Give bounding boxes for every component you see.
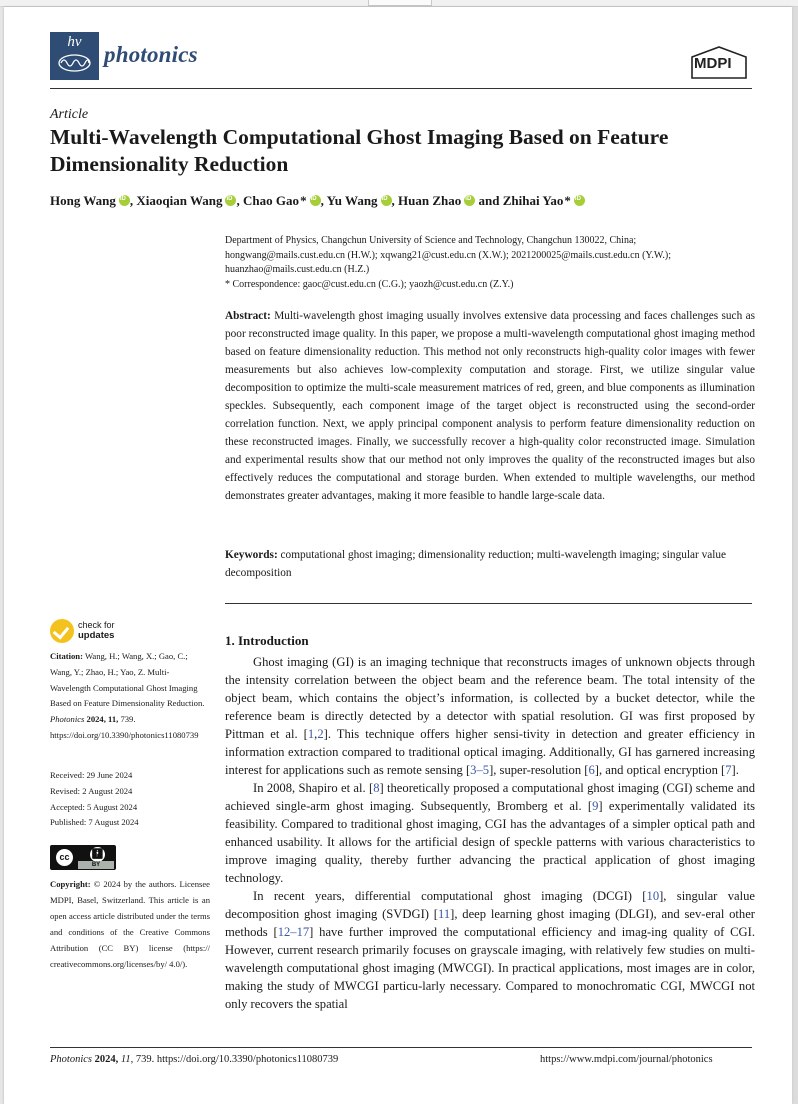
dates-block — [50, 768, 210, 831]
ref-link[interactable]: 8 — [373, 781, 380, 795]
header-rule — [50, 88, 752, 89]
author-name[interactable]: Yu Wang — [326, 193, 378, 208]
ref-link[interactable]: 3–5 — [470, 763, 490, 777]
person-icon: 🚹︎ — [91, 849, 104, 860]
intro-paragraph-1: Ghost imaging (GI) is an imaging technique that reconstructs images of unknown objects through the intensity correlation between the object beam and the reference beam. The total intensity of the object beam, which contains the object’s information, is collected by a bucket detector, while the reference beam is directly detected by a detector with spatial resolution. GI was first proposed by Pittman et al. [1,2]. This technique offers higher sensi-tivity in detection and greater efficiency in information extraction compared to traditional optical imaging. Additionally, GI has garnered increasing interest for applications such as remote sensing [3–5], super-resolution [6], and optical encryption [7]. — [225, 655, 755, 777]
orcid-icon[interactable] — [381, 195, 392, 206]
keywords-text: computational ghost imaging; dimensionality reduction; multi-wavelength imaging; singular value decomposition — [225, 549, 727, 579]
affiliation-line: hongwang@mails.cust.edu.cn (H.W.); xqwang21@cust.edu.cn (X.W.); 2021200025@mails.cust.edu.cn (Y.W.); — [225, 249, 671, 261]
date-revised: Revised: 2 August 2024 — [50, 785, 133, 796]
by-label: BY — [78, 861, 114, 869]
citation-year-vol: 2024, 11, — [86, 714, 119, 725]
footer-journal-url[interactable]: https://www.mdpi.com/journal/photonics — [540, 1054, 713, 1065]
footer-rule — [50, 1047, 752, 1048]
ref-link[interactable]: 1 — [307, 727, 315, 741]
abstract-label: Abstract: — [225, 310, 271, 322]
ref-link[interactable]: 12–17 — [277, 925, 310, 939]
date-accepted: Accepted: 5 August 2024 — [50, 801, 138, 812]
footer-year: 2024, — [94, 1054, 119, 1065]
author-name[interactable]: Xiaoqian Wang — [136, 193, 223, 208]
ref-link[interactable]: 11 — [437, 907, 451, 921]
section-heading: 1. Introduction — [225, 633, 309, 648]
correspondence-line: * Correspondence: gaoc@cust.edu.cn (C.G.); yaozh@cust.edu.cn (Z.Y.) — [225, 278, 514, 290]
journal-logo — [50, 32, 99, 80]
author-name[interactable]: Chao Gao — [242, 193, 299, 208]
orcid-icon[interactable] — [464, 195, 475, 206]
footer-volume: 11, — [120, 1054, 134, 1065]
check-for-updates-line2: updates — [78, 630, 115, 641]
ref-link[interactable]: 7 — [725, 763, 732, 777]
citation-journal: Photonics — [50, 714, 85, 725]
keywords — [225, 546, 755, 582]
corresponding-mark: * — [564, 193, 571, 208]
viewer-scroll-edge[interactable] — [793, 7, 798, 1104]
ref-link[interactable]: 2 — [317, 727, 324, 741]
orcid-icon[interactable] — [119, 195, 130, 206]
affiliations — [225, 234, 755, 292]
intro-paragraph-2: In 2008, Shapiro et al. [8] theoretically proposed a computational ghost imaging (CGI) scheme and achieved single-arm ghost imaging. Subsequently, Bromberg et al. [9] experimentally validated its feasibility. Compared to traditional ghost imaging, CGI has the advantages of a simpler optical path and enhanced usability. It allows for the artificial design of speckle patterns with various characteristics to improve imaging quality, thereby further advancing the practical application of ghost imaging technology. — [225, 781, 756, 885]
orcid-icon[interactable] — [225, 195, 236, 206]
article-type: Article — [50, 107, 89, 122]
intro-paragraph-3: In recent years, differential computational ghost imaging (DCGI) [10], singular value decomposition ghost imaging (SVDGI) [11], deep learning ghost imaging (DLGI), and sev-eral other methods [12–17] have further improved the computational efficiency and imag-ing quality of CGI. However, current research primarily focuses on grayscale imaging, with relatively few studies on multi-wavelength computational ghost imaging (MWCGI). In practical applications, most images are in color, making the study of MWCGI particu-larly necessary. Compared to monochromatic CGI, MWCGI not only recovers the spatial — [225, 889, 756, 1011]
publisher-name: MDPI — [694, 55, 732, 72]
check-for-updates-line1: check for — [78, 620, 115, 630]
affiliation-line: Department of Physics, Changchun University of Science and Technology, Changchun 130022, China; — [225, 235, 637, 246]
citation-block — [50, 649, 210, 744]
wave-icon — [58, 54, 91, 72]
corresponding-mark: * — [300, 193, 307, 208]
author-name[interactable]: Zhihai Yao — [502, 193, 564, 208]
footer-journal: Photonics — [50, 1054, 92, 1065]
citation-label: Citation: — [50, 651, 83, 661]
footer-doi[interactable]: 739. https://doi.org/10.3390/photonics11080739 — [135, 1054, 339, 1065]
date-published: Published: 7 August 2024 — [50, 817, 139, 828]
abstract-end-rule — [225, 603, 752, 604]
viewer-top-strip — [0, 0, 798, 7]
keywords-label: Keywords: — [225, 549, 278, 561]
logo-hv-text: hv — [67, 34, 82, 50]
citation-text: Wang, H.; Wang, X.; Gao, C.; Wang, Y.; Zhao, H.; Yao, Z. Multi-Wavelength Computational Ghost Imaging Based on Feature Dimensionality Reduction. — [50, 651, 205, 709]
article-title: Multi-Wavelength Computational Ghost Imaging Based on Feature Dimensionality Reduction — [50, 125, 669, 176]
viewer-tab[interactable] — [368, 0, 432, 6]
copyright-text: © 2024 by the authors. Licensee MDPI, Basel, Switzerland. This article is an open access article distributed under the terms and conditions of the Creative Commons Attribution (CC BY) license (https:// creativecommons.org/licenses/by/ 4.0/). — [50, 879, 210, 970]
abstract — [225, 307, 755, 505]
orcid-icon[interactable] — [574, 195, 585, 206]
cc-icon: cc — [55, 848, 74, 867]
check-for-updates-icon — [50, 619, 74, 643]
date-received: Received: 29 June 2024 — [50, 770, 133, 780]
citation-doi[interactable]: 739. https://doi.org/10.3390/photonics11080739 — [50, 714, 199, 740]
copyright-block — [50, 876, 210, 973]
ref-link[interactable]: 9 — [592, 799, 599, 813]
author-name[interactable]: Huan Zhao — [398, 193, 462, 208]
affiliation-line: huanzhao@mails.cust.edu.cn (H.Z.) — [225, 264, 370, 276]
ref-link[interactable]: 10 — [646, 889, 660, 903]
abstract-text: Multi-wavelength ghost imaging usually involves extensive data processing and faces challenges such as poor reconstructed image quality. In this paper, we propose a multi-wavelength computational ghost imaging method based on feature dimensionality reduction. This method not only reconstructs high-quality color images with fewer measurements but also achieves low-complexity computation and storage. First, we utilize singular value decomposition to optimize the multi-scale measurement matrices of red, green, and blue components as illumination speckles. Subsequently, each component image of the target object is reconstructed using the second-order correlation function. Next, we apply principal component analysis to perform feature dimensionality reduction on these reconstructed images. Finally, we successfully recover a high-quality color reconstructed image. Simulation and experimental results show that our method not only improves the quality of the reconstructed images but also effectively reduces the computational and storage burden. When extended to multiple wavelengths, our method demonstrates greater advantages, making it more feasible to handle large-scale data. — [225, 310, 755, 502]
author-list: Hong WangiD , Xiaoqian WangiD , Chao Gao *iD , Yu WangiD , Huan ZhaoiD and Zhihai Yao *iD — [50, 193, 585, 209]
journal-name: photonics — [104, 42, 198, 67]
copyright-label: Copyright: — [50, 879, 91, 889]
intro-body — [225, 653, 755, 1013]
cc-by-license-badge[interactable] — [50, 845, 116, 870]
ref-link[interactable]: 6 — [588, 763, 595, 777]
orcid-icon[interactable] — [310, 195, 321, 206]
author-name[interactable]: Hong Wang — [50, 193, 116, 208]
footer-citation — [50, 1054, 338, 1065]
